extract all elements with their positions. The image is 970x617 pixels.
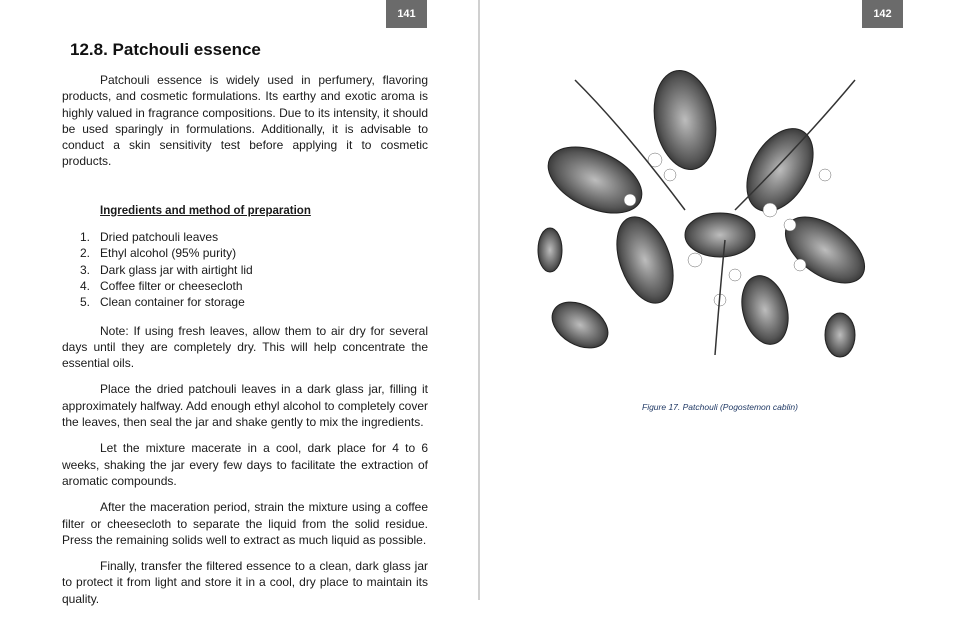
page-number: 142: [862, 0, 903, 28]
item-number: 4.: [80, 278, 91, 293]
list-item: [80, 294, 428, 310]
figure-caption: Figure 17. Patchouli (Pogostemon cablin): [642, 402, 798, 412]
step-paragraph: Finally, transfer the filtered essence to a clean, dark glass jar to protect it from light and store it in a cool, dry place to maintain its quality.: [62, 559, 428, 606]
note-paragraph: Note: If using fresh leaves, allow them to air dry for several days until they are completely dry. This will help concentrate the essential oils.: [62, 323, 428, 371]
ingredients-subheading: Ingredients and method of preparation: [100, 204, 311, 217]
step-paragraph: Let the mixture macerate in a cool, dark place for 4 to 6 weeks, shaking the jar every few days to facilitate the extraction of aromatic compounds.: [62, 441, 428, 488]
step-paragraph: Place the dried patchouli leaves in a dark glass jar, filling it approximately halfway. Add enough ethyl alcohol to completely cover the leaves, then seal the jar and shake gently to mix the ingredients.: [62, 382, 428, 430]
list-item: [80, 229, 428, 245]
item-text: Coffee filter or cheesecloth: [100, 278, 243, 293]
item-number: 3.: [80, 262, 91, 277]
item-text: Dried patchouli leaves: [100, 230, 219, 245]
item-text: Dark glass jar with airtight lid: [100, 262, 253, 277]
item-text: Ethyl alcohol (95% purity): [100, 246, 237, 261]
list-item: [80, 278, 428, 294]
page-number: 141: [386, 0, 427, 28]
intro-paragraph: Patchouli essence is widely used in perfumery, flavoring products, and cosmetic formulations. Its earthy and exotic aroma is highly valued in fragrance compositions. Due to its intensity, it should be used sparingly in formulations. Additionally, it is advisable to conduct a skin sensitivity test before applying it to cosmetic products.: [62, 73, 428, 169]
ingredients-list: [80, 229, 428, 310]
step-paragraph: After the maceration period, strain the mixture using a coffee filter or cheesecloth to separate the liquid from the solid residue. Press the remaining solids well to extract as much liquid as possible.: [62, 500, 428, 547]
list-item: [80, 245, 428, 261]
patchouli-illustration: [535, 60, 890, 370]
item-number: 2.: [80, 246, 91, 261]
item-number: 5.: [80, 295, 91, 310]
right-page: [480, 0, 970, 600]
list-item: [80, 262, 428, 278]
left-page: [0, 0, 478, 606]
item-text: Clean container for storage: [100, 295, 245, 310]
section-heading: 12.8. Patchouli essence: [70, 40, 261, 59]
body-text: [62, 72, 428, 617]
item-number: 1.: [80, 230, 91, 245]
